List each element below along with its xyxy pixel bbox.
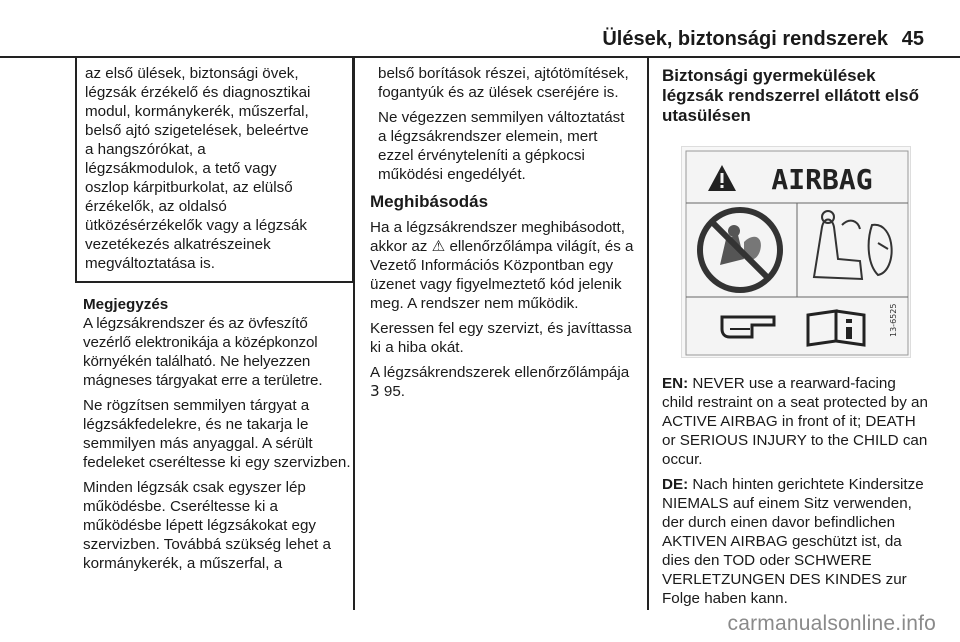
section-title: Biztonsági gyermekülések légzsák rendszerrel ellátott első utasülésen <box>662 66 919 125</box>
paragraph: Minden légzsák csak egyszer lép működésbe. Cseréltesse ki a működésbe lépett légzsákokat egy szervizben. Továbbá szükség lehet a kormánykerék, a műszerfal, a <box>83 479 331 572</box>
paragraph: A légzsákrendszerek ellenőrzőlámpája 3 95. <box>370 364 630 400</box>
column-2 <box>370 64 635 407</box>
watermark: carmanualsonline.info <box>727 612 936 635</box>
page-number: 45 <box>901 28 924 50</box>
paragraph: Ne végezzen semmilyen változtatást a légzsákrendszer elemein, mert ezzel érvényteleníti a gépkocsi működési engedélyét. <box>378 109 625 183</box>
paragraph: Ne rögzítsen semmilyen tárgyat a légzsákfedelekre, és ne takarja le semmilyen más anyaggal. A sérült fedeleket cseréltesse ki egy szervizben. <box>83 397 351 471</box>
section-title: Meghibásodás <box>370 192 489 211</box>
column-1 <box>75 58 354 579</box>
note-text: A légzsákrendszer és az övfeszítő vezérlő elektronikája a középkonzol környékén található. Ne helyezzen mágneses tárgyakat erre a területre. <box>83 315 323 389</box>
airbag-label-title: AIRBAG <box>771 163 873 196</box>
column-3 <box>662 66 930 614</box>
column-divider-2 <box>647 58 649 610</box>
paragraph: Keressen fel egy szervizt, és javíttassa ki a hiba okát. <box>370 320 632 356</box>
airbag-warning-label <box>681 146 911 358</box>
airbag-warning-lamp-icon: ⚠ <box>431 237 446 255</box>
warning-box <box>75 58 354 283</box>
page-reference-icon: 3 <box>370 382 380 400</box>
chapter-title: Ülések, biztonsági rendszerek <box>602 28 888 50</box>
airbag-label-graphic <box>682 147 912 359</box>
warning-text: az első ülések, biztonsági övek, légzsák érzékelő és diagnosztikai modul, kormánykerék, műszerfal, belső ajtó szigetelések, beleértve a hangszórókat, a légzsákmodulok, a tető vagy oszlop kárpitburkolat, az elülső érzékelők, az oldalsó ütközésérzékelők vagy a légzsák vezetékezés alkatrészeinek megváltoztatása is. <box>85 65 311 272</box>
paragraph-de: DE: Nach hinten gerichtete Kindersitze NIEMALS auf einem Sitz verwenden, der durch einen davor befindlichen AKTIVEN AIRBAG geschützt ist, da dies den TOD oder SCHWERE VERLETZUNGEN DES KINDES zur Folge haben kann. <box>662 476 924 607</box>
label-code: 13-6525 <box>889 303 898 337</box>
page-header <box>0 0 960 58</box>
paragraph: Ha a légzsákrendszer meghibásodott, akkor az ⚠ ellenőrzőlámpa világít, és a Vezető Információs Központban egy üzenet vagy figyelmeztető kód jelenik meg. A rendszer nem működik. <box>370 219 634 312</box>
paragraph: belső borítások részei, ajtótömítések, fogantyúk és az ülések cseréjére is. <box>378 65 629 101</box>
note-heading: Megjegyzés <box>83 296 169 313</box>
paragraph-en: EN: NEVER use a rearward-facing child restraint on a seat protected by an ACTIVE AIRBAG in front of it; DEATH or SERIOUS INJURY to the CHILD can occur. <box>662 375 928 468</box>
